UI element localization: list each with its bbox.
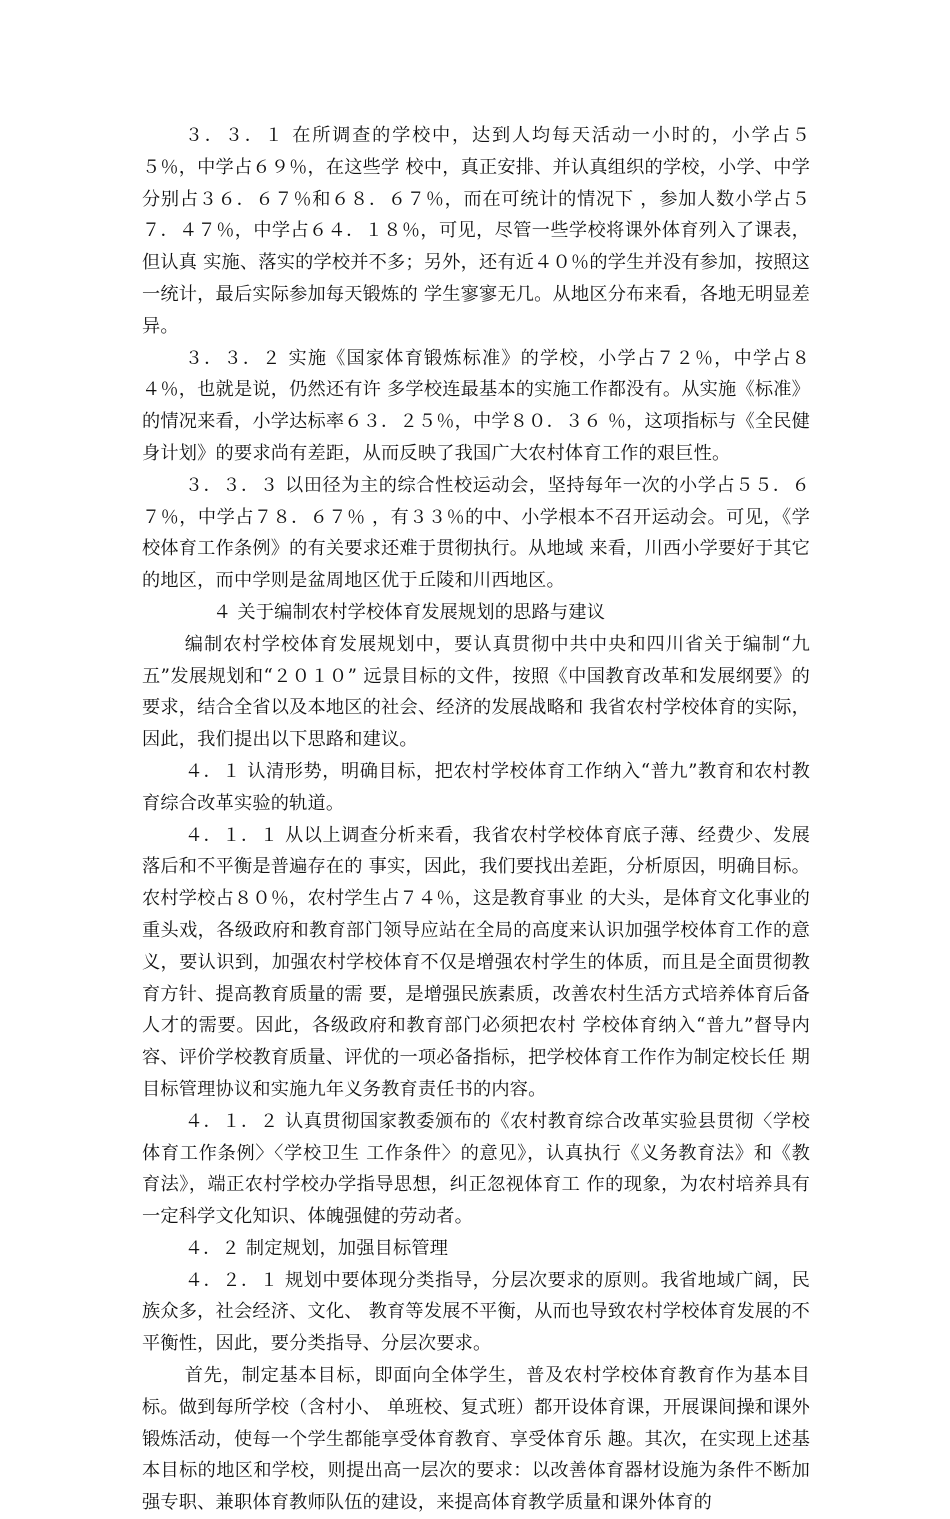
paragraph-3-3-3: ３．３．３ 以田径为主的综合性校运动会，坚持每年一次的小学占５５．６７％，中学占７８．６７％ ，有３３％的中、小学根本不召开运动会。可见，《学校体育工作条例》的有关要求还难于贯彻执行。从地域 来看，川西小学要好于其它的地区，而中学则是盆周地区优于丘陵和川西地区。 <box>142 474 810 592</box>
paragraph-4-1-2: ４．１．２ 认真贯彻国家教委颁布的《农村教育综合改革实验县贯彻〈学校体育工作条例〉〈学校卫生 工作条件〉的意见》，认真执行《义务教育法》和《教育法》，端正农村学校办学指导思想，纠正忽视体育工 作的现象，为农村培养具有一定科学文化知识、体魄强健的劳动者。 <box>142 1110 810 1228</box>
section-heading-4: ４ 关于编制农村学校体育发展规划的思路与建议 <box>212 601 606 623</box>
paragraph-3-3-1: ３．３．１ 在所调查的学校中，达到人均每天活动一小时的，小学占５５％，中学占６９％，在这些学 校中，真正安排、并认真组织的学校，小学、中学分别占３６．６７％和６８．６７％，而在可统计的情况下 ，参加人数小学占５７．４７％，中学占６４．１８％，可见，尽管一些学校将课外体育列入了课表，但认真 实施、落实的学校并不多；另外，还有近４０％的学生并没有参加，按照这一统计，最后实际参加每天锻炼的 学生寥寥无几。从地区分布来看，各地无明显差异。 <box>142 125 810 337</box>
document-body <box>142 120 810 1519</box>
paragraph-4-1: ４．１ 认清形势，明确目标，把农村学校体育工作纳入“普九”教育和农村教育综合改革实验的轨道。 <box>142 760 810 814</box>
paragraph-4-1-1: ４．１．１ 从以上调查分析来看，我省农村学校体育底子薄、经费少、发展落后和不平衡是普遍存在的 事实，因此，我们要找出差距，分析原因，明确目标。农村学校占８０％，农村学生占７４％，这是教育事业 的大头，是体育文化事业的重头戏，各级政府和教育部门领导应站在全局的高度来认识加强学校体育工作的意 义，要认识到，加强农村学校体育不仅是增强农村学生的体质，而且是全面贯彻教育方针、提高教育质量的需 要，是增强民族素质，改善农村生活方式培养体育后备人才的需要。因此，各级政府和教育部门必须把农村 学校体育纳入“普九”督导内容、评价学校教育质量、评优的一项必备指标，把学校体育工作作为制定校长任 期目标管理协议和实施九年义务教育责任书的内容。 <box>142 824 810 1100</box>
paragraph-3-3-2: ３．３．２ 实施《国家体育锻炼标准》的学校，小学占７２％，中学占８４％，也就是说，仍然还有许 多学校连最基本的实施工作都没有。从实施《标准》的情况来看，小学达标率６３．２５％，中学８０．３６ ％，这项指标与《全民健身计划》的要求尚有差距，从而反映了我国广大农村体育工作的艰巨性。 <box>142 347 810 464</box>
paragraph-intro: 编制农村学校体育发展规划中，要认真贯彻中共中央和四川省关于编制“九五”发展规划和“２０１０” 远景目标的文件，按照《中国教育改革和发展纲要》的要求，结合全省以及本地区的社会、经济的发展战略和 我省农村学校体育的实际，因此，我们提出以下思路和建议。 <box>142 633 810 751</box>
paragraph-first-goal: 首先，制定基本目标，即面向全体学生，普及农村学校体育教育作为基本目标。做到每所学校（含村小、 单班校、复式班）都开设体育课，开展课间操和课外锻炼活动，使每一个学生都能享受体育教育、享受体育乐 趣。其次，在实现上述基本目标的地区和学校，则提出高一层次的要求：以改善体育器材设施为条件不断加 强专职、兼职体育教师队伍的建设，来提高体育教学质量和课外体育的 <box>142 1365 810 1514</box>
paragraph-4-2-1: ４．２．１ 规划中要体现分类指导，分层次要求的原则。我省地域广阔，民族众多，社会经济、文化、 教育等发展不平衡，从而也导致农村学校体育发展的不平衡性，因此，要分类指导、分层次要求。 <box>142 1269 810 1355</box>
paragraph-4-2: ４．２ 制定规划，加强目标管理 <box>184 1237 449 1259</box>
